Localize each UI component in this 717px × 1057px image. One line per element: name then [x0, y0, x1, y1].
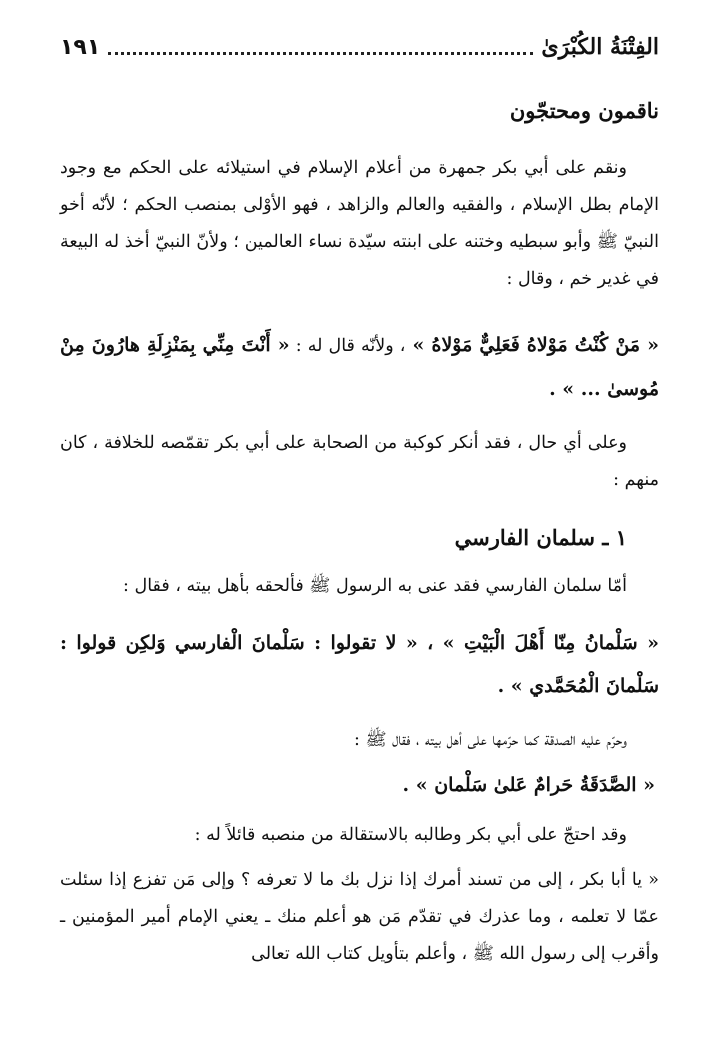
subheading-salman: ١ ـ سلمان الفارسي	[454, 525, 627, 550]
paragraph-5: وقد احتجّ على أبي بكر وطالبه بالاستقالة من منصبه قائلاً له :	[194, 825, 627, 845]
section-heading: ناقمون ومحتجّون	[509, 98, 659, 123]
paragraph-2: وعلى أي حال ، فقد أنكر كوكبة من الصحابة على أبي بكر تقمّصه للخلافة ، كان منهم :	[60, 433, 659, 490]
quote-ghadir-manzila: « أَنْتَ مِنِّي بِمَنْزِلَةِ هارُونَ مِنْ مُوسىٰ ... » .	[60, 334, 659, 400]
paragraph-6: « يا أبا بكر ، إلى من تسند أمرك إذا نزل بك ما لا تعرفه ؟ وإلى مَن تفزع إذا سئلت عمّا لا تعلمه ، وما عذرك في تقدّم مَن هو أعلم منك ـ يعني الإمام أمير المؤمنين ـ وأقرب إلى رسول الله ﷺ ، وأعلم بتأويل كتاب الله تعالى	[60, 870, 659, 964]
quote-salman: « سَلْمانُ مِنّا أَهْلَ الْبَيْتِ » ، « لا تقولوا : سَلْمانَ الْفارسي وَلكِن قولوا : سَلْمانَ الْمُحَمَّدي » .	[60, 632, 659, 697]
paragraph-1: ونقم على أبي بكر جمهرة من أعلام الإسلام في استيلائه على الحكم مع وجود الإمام بطل الإسلام ، والفقيه والعالم والزاهد ، فهو الأوْلى بمنصب الحكم ؛ لأنّه أخو النبيّ ﷺ وأبو سبطيه وختنه على ابنته سيّدة نساء العالمين ؛ ولأنّ النبيّ أخذ له البيعة في غدير خم ، وقال :	[60, 158, 659, 289]
quote-ghadir-connector: ، ولأنّه قال له :	[289, 336, 406, 356]
book-title: الفِتْنَةُ الكُبْرَىٰ	[541, 34, 659, 60]
page-number: ١٩١	[60, 34, 101, 60]
quote-ghadir-hadith: « مَنْ كُنْتُ مَوْلاهُ فَعَلِيٌّ مَوْلاهُ »	[405, 334, 659, 356]
paragraph-3: أمّا سلمان الفارسي فقد عنى به الرسول ﷺ فألحقه بأهل بيته ، فقال :	[123, 576, 627, 596]
running-header	[60, 30, 659, 64]
quote-sadaqa: « الصَّدَقَةُ حَرامٌ عَلىٰ سَلْمان » .	[402, 774, 655, 796]
paragraph-4: وحرّم عليه الصدقة كما حرّمها على أهل بيته ، فقال ﷺ :	[353, 730, 627, 750]
quote-ghadir	[60, 324, 659, 411]
header-dot-leader	[108, 40, 533, 55]
